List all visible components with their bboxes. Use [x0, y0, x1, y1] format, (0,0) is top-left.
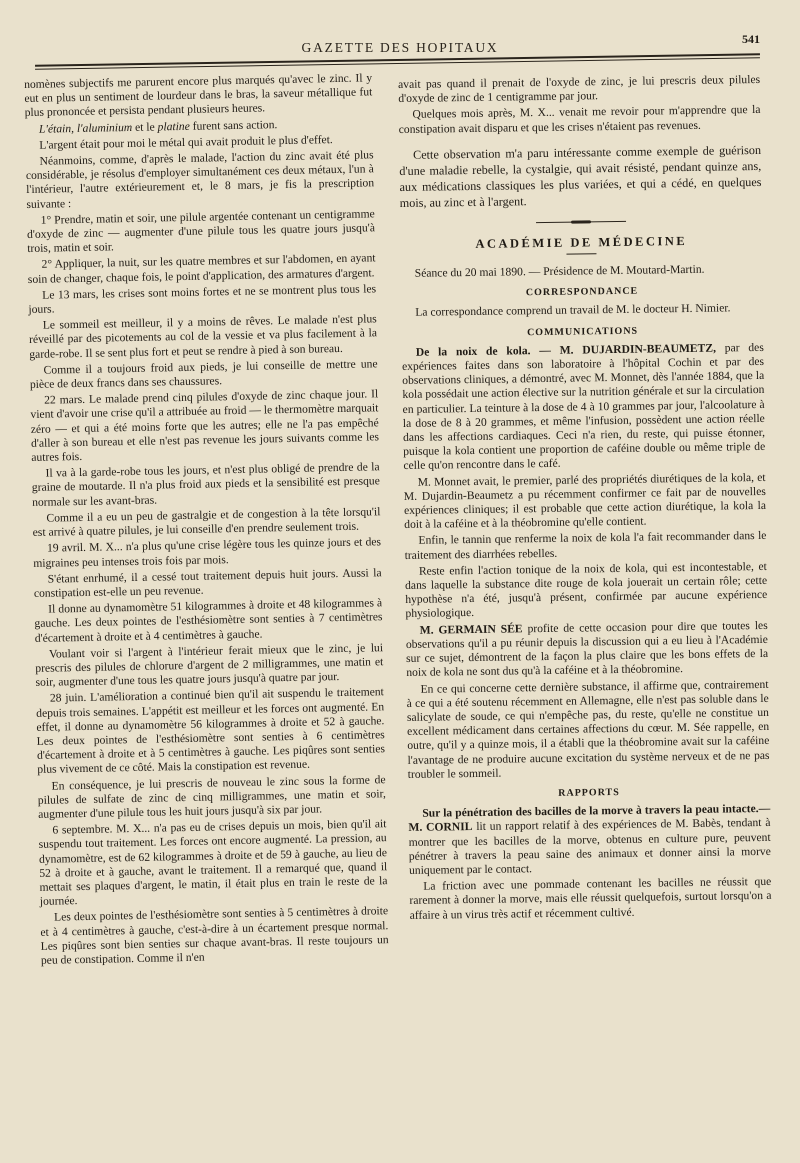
paragraph: Néanmoins, comme, d'après le malade, l'action du zinc avait été plus considérable, je résolus d'employer simultanément ces deux métaux, l'un à l'intérieur, l'autre extérieurement et, le 8 mars, je fis la prescription suivante : [25, 148, 375, 211]
subsection-title-communications: COMMUNICATIONS [526, 325, 639, 338]
ornamental-divider [536, 220, 626, 224]
running-title: GAZETTE DES HOPITAUX [301, 40, 499, 55]
paragraph: Voulant voir si l'argent à l'intérieur ferait mieux que le zinc, je lui prescris des pilules de chlorure d'argent de 2 milligrammes, une matin et soir, augmenter d'une tous les quatre jours jusqu'à quatre par jour. [35, 640, 384, 690]
paragraph [406, 619, 769, 681]
author-name: —M. CORNIL [408, 801, 771, 835]
left-column [24, 71, 389, 970]
paragraph: 28 juin. L'amélioration a continué bien qu'il ait suspendu le traitement depuis trois semaines. L'appétit est meilleur et les forces ont augmenté. En effet, il donne au dynamomètre 56 kilogrammes à droite et 52 à gauche. Les deux pointes de l'esthésiomètre sont senties à 6 centimètres d'écartement à droite et à 5 centimètres à gauche. Les piqûres sont senties plus vivement de ce côté. Mais la constipation est revenue. [36, 685, 386, 777]
paragraph: En conséquence, je lui prescris de nouveau le zinc sous la forme de pilules de sulfate de zinc de cinq milligrammes, une matin et soir, augmenter d'une pilule tous les huit jours jusqu'à six par jour. [37, 772, 386, 821]
author-name: — M. DUJARDIN-BEAUMETZ, [530, 341, 717, 358]
paragraph: La friction avec une pommade contenant les bacilles ne réussit que rarement à donner la morve, mais elle réussit quelquefois, surtout lorsqu'on a affaire à un virus très actif et récemment cultivé. [409, 875, 772, 922]
subsection-title-correspondance: CORRESPONDANCE [525, 285, 639, 299]
text: et le [132, 120, 158, 134]
article-lead: De la noix de kola. [415, 344, 531, 359]
paragraph [402, 341, 766, 474]
paragraph: 2° Appliquer, la nuit, sur les quatre membres et sur l'abdomen, en ayant soin de changer, chaque fois, le point d'application, des armatures d'argent. [27, 251, 376, 286]
paragraph: 1° Prendre, matin et soir, une pilule argentée contenant un centigramme d'oxyde de zinc — augmenter d'une pilule tous les quatre jours jusqu'à trois, matin et soir. [26, 207, 376, 256]
short-rule [566, 253, 596, 254]
paragraph: Le 13 mars, les crises sont moins fortes et ne se montrent plus tous les jours. [28, 282, 377, 317]
paragraph: 22 mars. Le malade prend cinq pilules d'oxyde de zinc chaque jour. Il vient d'avoir une crise qu'il a attribuée au froid — le thermomètre marquait zéro — et qui a été moins forte que les autres; elle ne l'a pas empêché d'aller à son bureau et elle n'est pas revenue les jours suivants comme les autres fois. [30, 387, 380, 465]
paragraph: En ce qui concerne cette dernière substance, il affirme que, contrairement à ce qui a été soutenu récemment en Allemagne, elle n'est pas soluble dans le salicylate de soude, ce qui n'empêche pas, du reste, qu'elle ne constitue un excellent médicament dans certaines affections du cœur. M. Sée rappelle, en outre, qu'il y a quinze mois, il a établi que la théobromine avait sur la caféine l'avantage de ne produire aucune excitation du système nerveux et de ne pas troubler le sommeil. [406, 677, 770, 781]
section-title-academie: ACADÉMIE DE MÉDECINE [475, 233, 688, 251]
right-column [398, 73, 772, 925]
article-lead: Sur la pénétration des bacilles de la morve à travers la peau intacte. [422, 802, 759, 820]
text: furent sans action. [189, 117, 278, 133]
paragraph: Comme il a toujours froid aux pieds, je lui conseille de mettre une pièce de deux francs dans ses chaussures. [29, 357, 378, 392]
paragraph: avait pas quand il prenait de l'oxyde de zinc, je lui prescris deux pilules d'oxyde de zinc de 1 centigramme par jour. [398, 72, 761, 106]
paragraph: M. Monnet avait, le premier, parlé des propriétés diurétiques de la kola, et M. Dujardin-Beaumetz a pu récemment confirmer ce fait par de nouvelles expériences cliniques; il est probable que cette action diurétique, la kola la doit à la caféine et à la théobromine qu'elle contient. [403, 470, 767, 532]
author-name: M. GERMAIN SÉE [419, 622, 523, 637]
subsection-title-rapports: RAPPORTS [558, 786, 620, 799]
paragraph: Reste enfin l'action tonique de la noix de kola, qui est incontestable, et dans laquelle la substance dite rouge de kola jouerait un certain rôle; cette hypothèse n'a été, jusqu'à présent, confirmée par aucune expérience physiologique. [404, 559, 768, 621]
italic-text: L'étain, l'aluminium [38, 120, 133, 136]
paragraph: Il donne au dynamomètre 51 kilogrammes à droite et 48 kilogrammes à gauche. Les deux pointes de l'esthésiomètre sont senties à 7 centimètres d'écartement à droite et à 4 centimètres à gauche. [34, 596, 383, 645]
italic-text: platine [157, 119, 190, 134]
session-line: Séance du 20 mai 1890. — Présidence de M. Moutard-Martin. [414, 262, 705, 280]
text: lit un rapport relatif à des expériences de M. Babès, tendant à montrer que les bacilles de la morve, obtenus en culture pure, peuvent pénétrer à travers la peau saine des animaux et donner ainsi la morve uniquement par le contact. [408, 816, 771, 877]
paragraph: 19 avril. M. X... n'a plus qu'une crise légère tous les quinze jours et des migraines peu intenses trois fois par mois. [33, 535, 382, 570]
paragraph: Comme il a eu un peu de gastralgie et de congestion à la tête lorsqu'il est arrivé à quatre pilules, je lui conseille d'en prendre seulement trois. [32, 505, 381, 540]
paragraph: S'étant enrhumé, il a cessé tout traitement depuis huit jours. Aussi la constipation est-elle un peu revenue. [33, 565, 382, 600]
page-header [0, 34, 800, 64]
paragraph: Les deux pointes de l'esthésiomètre sont senties à 5 centimètres à droite et à 4 centimètres à gauche, c'est-à-dire à un écartement presque normal. Les piqûres sont bien senties sur chaque avant-bras. Il reste toujours un peu de constipation. Comme il n'en [40, 904, 389, 967]
paragraph: nomènes subjectifs me parurent encore plus marqués qu'avec le zinc. Il y eut en plus un sentiment de lourdeur dans le bras, la saveur métallique fut plus prononcée et persista pendant plusieurs heures. [24, 71, 373, 120]
paragraph: Il va à la garde-robe tous les jours, et n'est plus obligé de prendre de la graine de moutarde. Il n'a plus froid aux pieds et la sensibilité est presque normale sur les avant-bras. [31, 460, 380, 509]
text: profite de cette occasion pour dire que toutes les observations qu'il a pu réunir depuis la discussion qui a eu lieu à l'Académie sur ce sujet, démontrent de la façon la plus claire que les bons effets de la noix de kola ne sont dus qu'à la caféine et à la théobromine. [405, 618, 769, 680]
paragraph: Le sommeil est meilleur, il y a moins de rêves. Le malade n'est plus réveillé par des picotements au col de la vessie et va plus facilement à la garde-robe. Il se sent plus fort et peut se rendre à pied à son bureau. [28, 312, 378, 361]
paragraph: 6 septembre. M. X... n'a pas eu de crises depuis un mois, bien qu'il ait suspendu tout traitement. Les forces ont encore augmenté. La pression, au dynamomètre, est de 62 kilogrammes à droite et de 59 à gauche, au lieu de 52 à droite et à gauche, avant le traitement. Il a remarqué que, quand il mettait ses plaques d'argent, le matin, il était plus en train le reste de la journée. [38, 817, 388, 909]
paragraph: L'argent était pour moi le métal qui avait produit le plus d'effet. [39, 132, 333, 152]
paragraph: Enfin, le tannin que renferme la noix de kola l'a fait recommander dans le traitement des diarrhées rebelles. [404, 529, 767, 562]
paragraph: Cette observation m'a paru intéressante comme exemple de guérison d'une maladie rebelle, la cystalgie, qui avait résisté, pendant quinze ans, aux médications classiques les plus variées, et qui a cédé, en quelques mois, au zinc et à l'argent. [399, 142, 762, 210]
paragraph [408, 802, 771, 878]
paragraph: Quelques mois après, M. X... venait me revoir pour m'apprendre que la constipation avait disparu et que les crises n'étaient pas revenues. [398, 103, 761, 136]
text: par des expériences faites dans son laboratoire à l'hôpital Cochin et par des observations cliniques, a démontré, avec M. Monnet, dès l'année 1884, que la kola possédait une action élective sur la nutrition générale et sur la circulation en particulier. La teinture à la dose de 4 à 10 grammes par jour, l'alcoolature à la dose de 8 à 20 grammes, et même l'infusion, possèdent une action réelle dans les affections cardiaques. Ceci n'a rien, du reste, qui puisse étonner, puisque la kola contient une proportion de caféine double ou même triple de celle qu'on rencontre dans le café. [401, 340, 766, 473]
paragraph: La correspondance comprend un travail de M. le docteur H. Nimier. [415, 301, 731, 320]
page-number: 541 [742, 32, 760, 46]
